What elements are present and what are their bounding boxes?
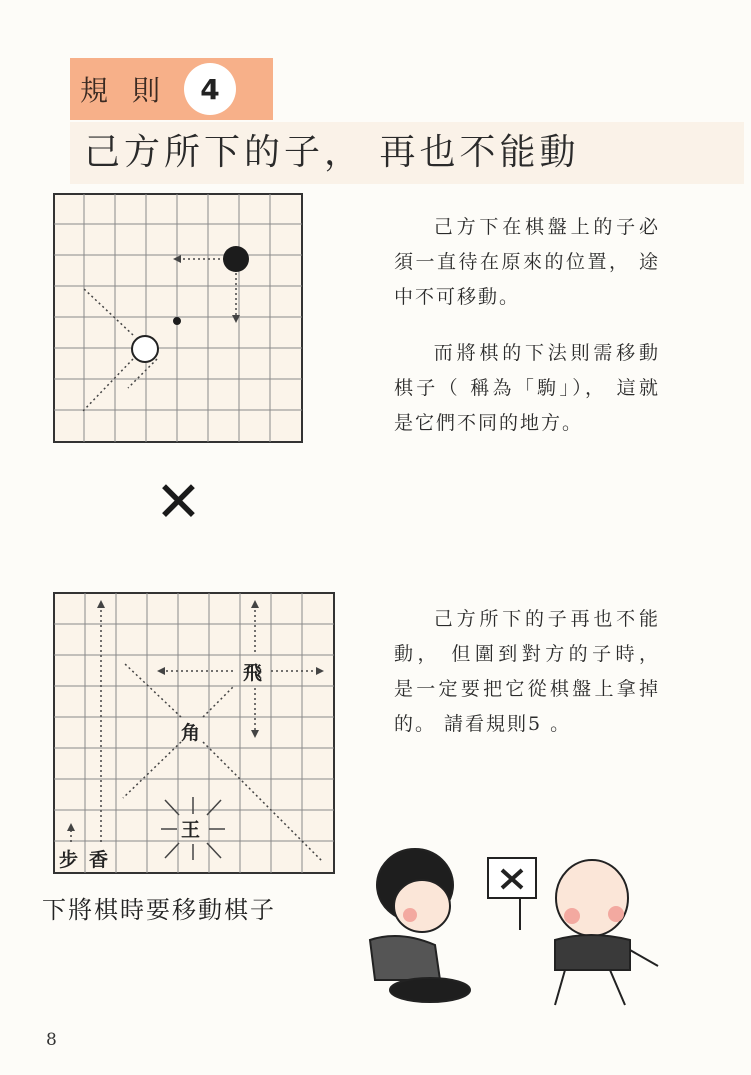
rule-tag [70, 58, 273, 120]
piece-fu: 步 [59, 849, 79, 871]
paragraph-go-rule-text: 己方下在棋盤上的子必須一直待在原來的位置， 途中不可移動。 [394, 216, 660, 308]
piece-hisha: 飛 [243, 662, 263, 684]
rule-number-badge: 4 [184, 63, 236, 115]
rule-tag-char-2: 則 [132, 74, 161, 107]
sign-icon [488, 858, 536, 930]
piece-kyo: 香 [89, 849, 109, 871]
small-dot [173, 317, 181, 325]
piece-kaku: 角 [181, 722, 201, 744]
rule-tag-char-1: 規 [80, 74, 109, 107]
boy-character [370, 849, 470, 1002]
black-stone [223, 246, 249, 272]
illustration-caption: 下將棋時要移動棋子 [42, 896, 276, 924]
cross-mark-icon: ✕ [155, 470, 202, 535]
old-man-character [555, 860, 658, 1005]
piece-ou: 王 [181, 819, 201, 841]
rule-heading: 己方所下的子， 再也不能動 [70, 122, 744, 184]
paragraph-capture-rule [394, 602, 660, 742]
cartoon-characters [340, 840, 670, 1010]
paragraph-go-rule [394, 210, 660, 315]
page-number: 8 [46, 1030, 57, 1050]
paragraph-capture-rule-text: 己方所下的子再也不能動， 但圍到對方的子時， 是一定要把它從棋盤上拿掉的。 請看規則5 。 [394, 608, 660, 735]
white-stone [132, 336, 158, 362]
go-board-illustration [53, 193, 303, 443]
shogi-board-illustration [53, 592, 335, 874]
paragraph-shogi-difference [394, 336, 660, 441]
paragraph-shogi-difference-text: 而將棋的下法則需移動棋子（ 稱為「駒」）， 這就是它們不同的地方。 [394, 342, 660, 434]
